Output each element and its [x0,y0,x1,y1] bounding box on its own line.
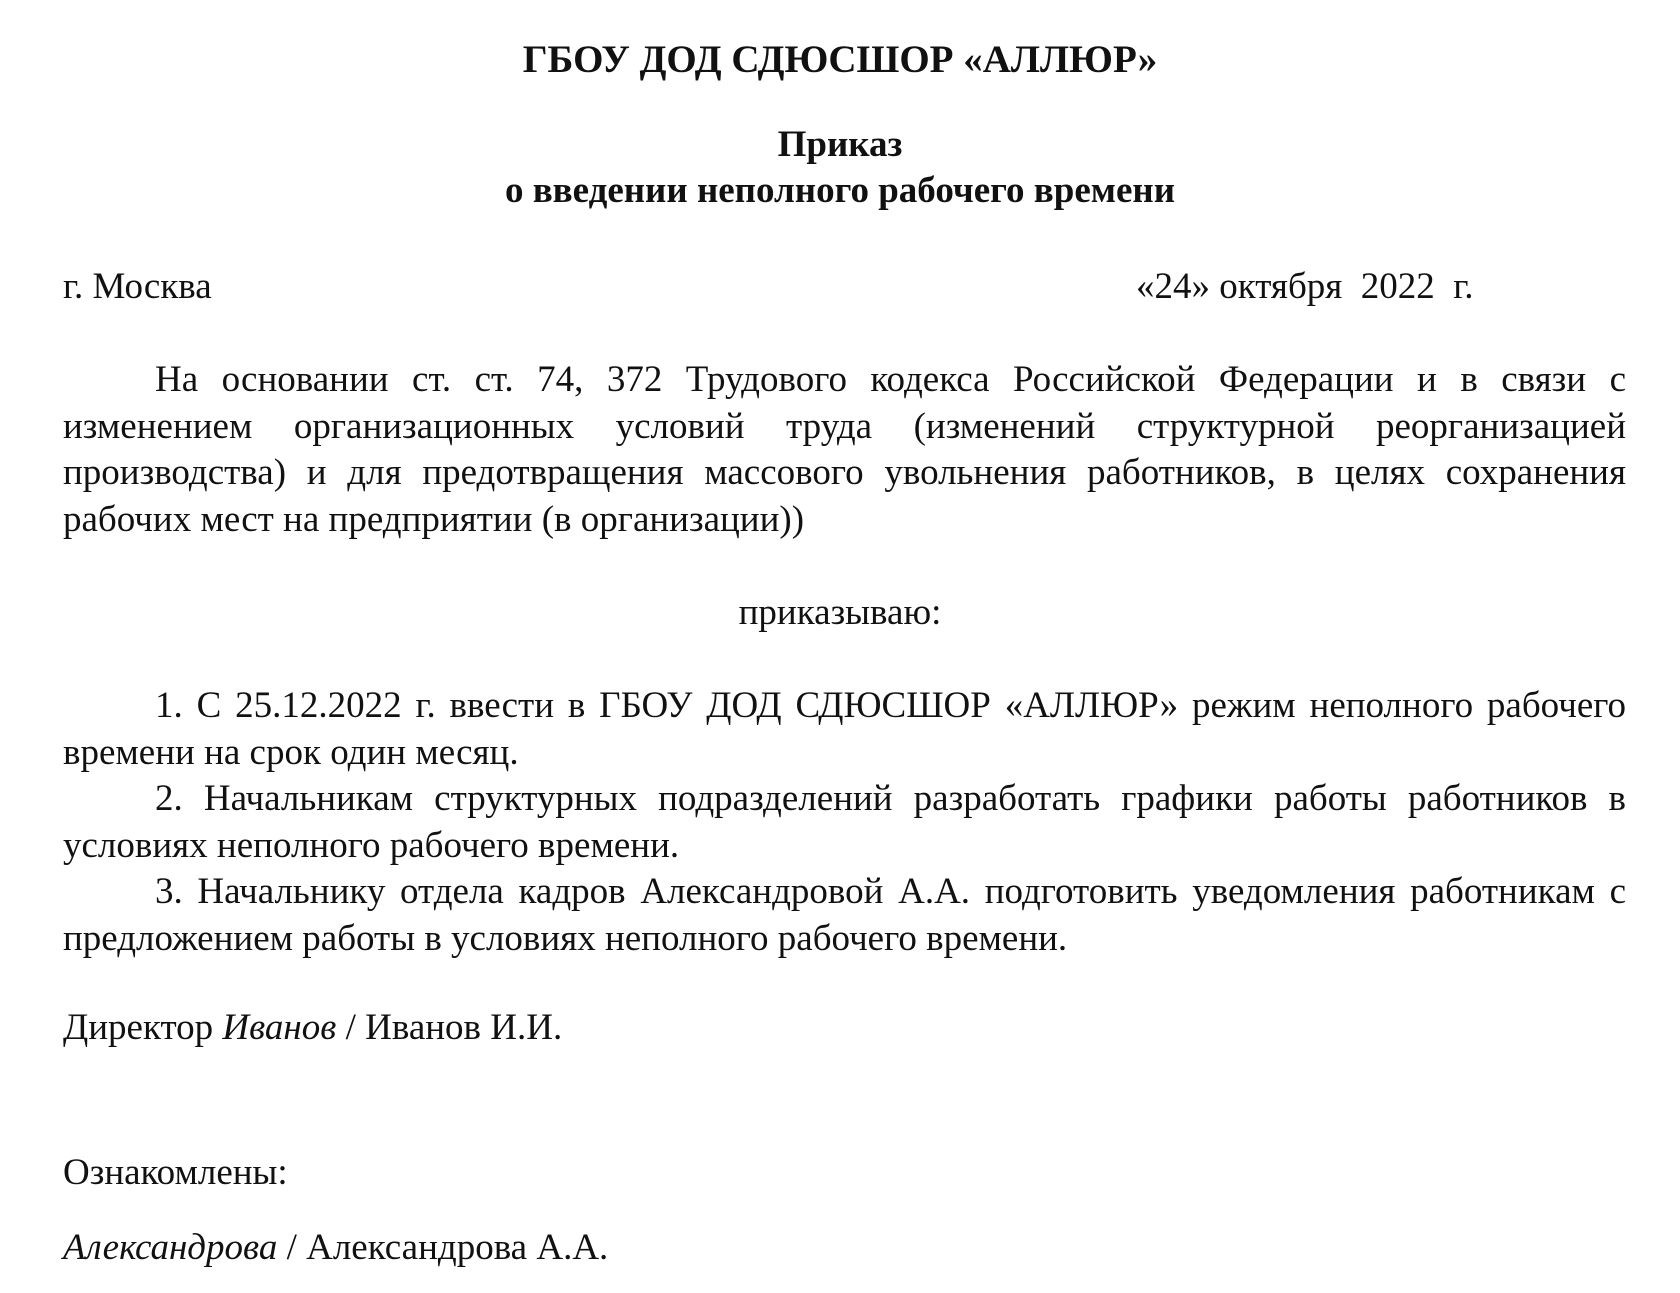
signature-separator: / [345,1007,356,1048]
director-name: Иванов И.И. [365,1007,563,1048]
order-heading [0,122,1680,214]
basis-paragraph: На основании ст. ст. 74, 372 Трудового кодекса Российской Федерации и в связи с изменением организационных условий труда (изменений структурной реорганизацией производства) и для предотвращения массового увольнения работников, в целях сохранения рабочих мест на предприятии (в организации)) [63,359,1626,540]
acquainted-name: Александрова А.А. [306,1227,609,1268]
acquainted-label: Ознакомлены: [63,1152,288,1193]
order-item-1: 1. С 25.12.2022 г. ввести в ГБОУ ДОД СДЮСШОР «АЛЛЮР» режим неполного рабочего времени на срок один месяц. [63,685,1626,773]
order-subtitle: о введении неполного рабочего времени [504,170,1176,211]
city: г. Москва [63,266,212,307]
order-date: «24» октября 2022 г. [1136,266,1474,307]
organization-name: ГБОУ ДОД СДЮСШОР «АЛЛЮР» [522,38,1158,81]
order-title: Приказ [777,124,903,165]
acquainted-row [63,1225,608,1271]
signer-position: Директор [63,1007,214,1048]
decree-word: приказываю: [738,592,942,633]
order-item-2: 2. Начальникам структурных подразделений разработать графики работы работников в условиях неполного рабочего времени. [63,778,1626,866]
acquainted-separator: / [286,1227,297,1268]
director-signature-row [63,1005,562,1051]
order-item-3: 3. Начальнику отдела кадров Александровой А.А. подготовить уведомления работникам с предложением работы в условиях неполного рабочего времени. [63,871,1626,959]
director-signature: Иванов [222,1007,337,1048]
acquainted-signature: Александрова [63,1227,278,1268]
